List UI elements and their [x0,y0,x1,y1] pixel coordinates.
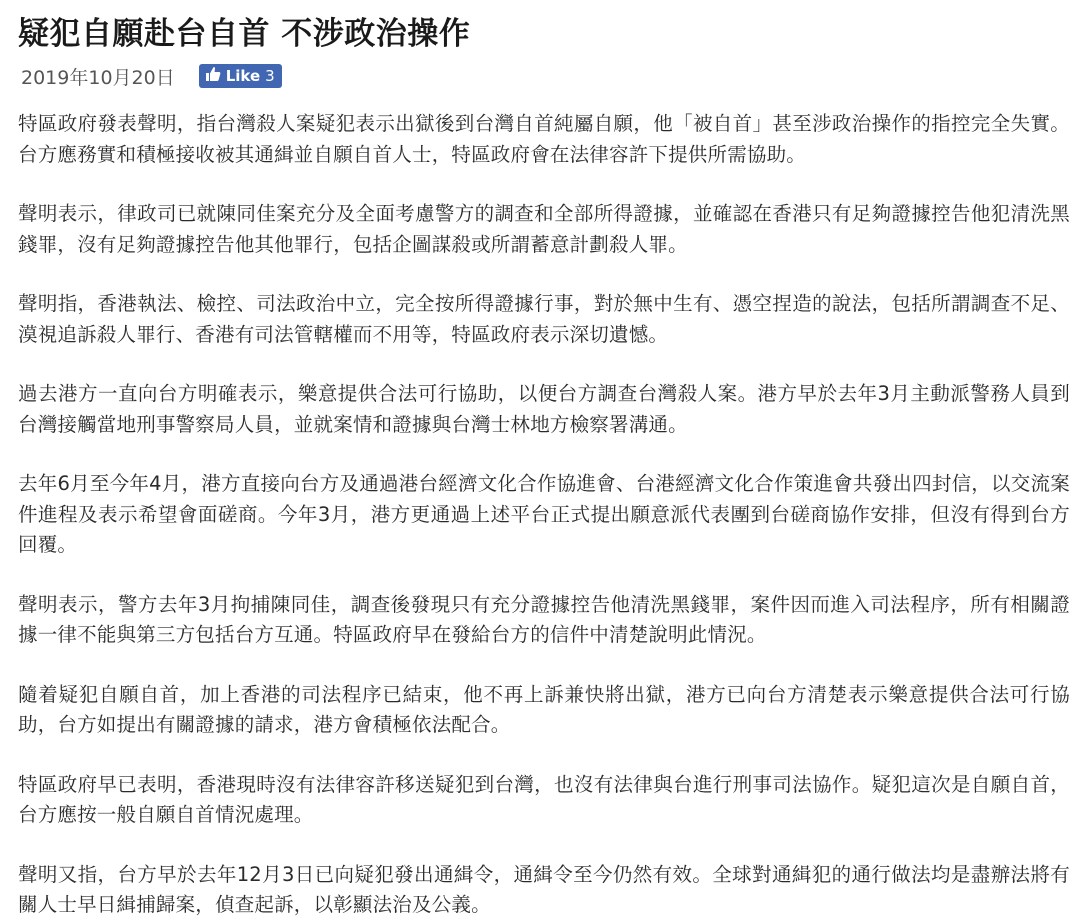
thumbs-up-icon [205,66,226,86]
publish-date: 2019年10月20日 [21,66,175,89]
like-label: Like [225,67,261,85]
paragraph: 去年6月至今年4月，港方直接向台方及通過港台經濟文化合作協進會、台港經濟文化合作策進會共發出四封信，以交流案件進程及表示希望會面磋商。今年3月，港方更通過上述平台正式提出願意派代表團到台磋商協作安排，但沒有得到台方回覆。 [18,472,1070,556]
article-title: 疑犯自願赴台自首 不涉政治操作 [18,16,471,52]
paragraph: 聲明表示，律政司已就陳同佳案充分及全面考慮警方的調查和全部所得證據，並確認在香港只有足夠證據控告他犯清洗黑錢罪，沒有足夠證據控告他其他罪行，包括企圖謀殺或所謂蓄意計劃殺人罪。 [18,202,1070,256]
paragraph: 隨着疑犯自願自首，加上香港的司法程序已結束，他不再上訴兼快將出獄，港方已向台方清楚表示樂意提供合法可行協助，台方如提出有關證據的請求，港方會積極依法配合。 [18,682,1070,736]
like-count: 3 [265,67,275,85]
paragraph: 聲明又指，台方早於去年12月3日已向疑犯發出通緝令，通緝令至今仍然有效。全球對通緝犯的通行做法均是盡辦法將有關人士早日緝捕歸案，偵查起訴，以彰顯法治及公義。 [18,862,1070,916]
paragraph: 聲明指，香港執法、檢控、司法政治中立，完全按所得證據行事，對於無中生有、憑空捏造的說法，包括所謂調查不足、漠視追訴殺人罪行、香港有司法管轄權而不用等，特區政府表示深切遺憾。 [18,292,1070,346]
paragraph: 特區政府早已表明，香港現時沒有法律容許移送疑犯到台灣，也沒有法律與台進行刑事司法協作。疑犯這次是自願自首，台方應按一般自願自首情況處理。 [18,772,1070,826]
article-body [18,109,1070,921]
article-meta [18,62,1080,90]
paragraph: 聲明表示，警方去年3月拘捕陳同佳，調查後發現只有充分證據控告他清洗黑錢罪，案件因而進入司法程序，所有相關證據一律不能與第三方包括台方互通。特區政府早在發給台方的信件中清楚說明此情況。 [18,592,1070,646]
paragraph: 過去港方一直向台方明確表示，樂意提供合法可行協助，以便台方調查台灣殺人案。港方早於去年3月主動派警務人員到台灣接觸當地刑事警察局人員，並就案情和證據與台灣士林地方檢察署溝通。 [18,382,1070,436]
paragraph: 特區政府發表聲明，指台灣殺人案疑犯表示出獄後到台灣自首純屬自願，他「被自首」甚至涉政治操作的指控完全失實。台方應務實和積極接收被其通緝並自願自首人士，特區政府會在法律容許下提供所需協助。 [18,112,1070,166]
facebook-like-button[interactable] [199,64,282,88]
